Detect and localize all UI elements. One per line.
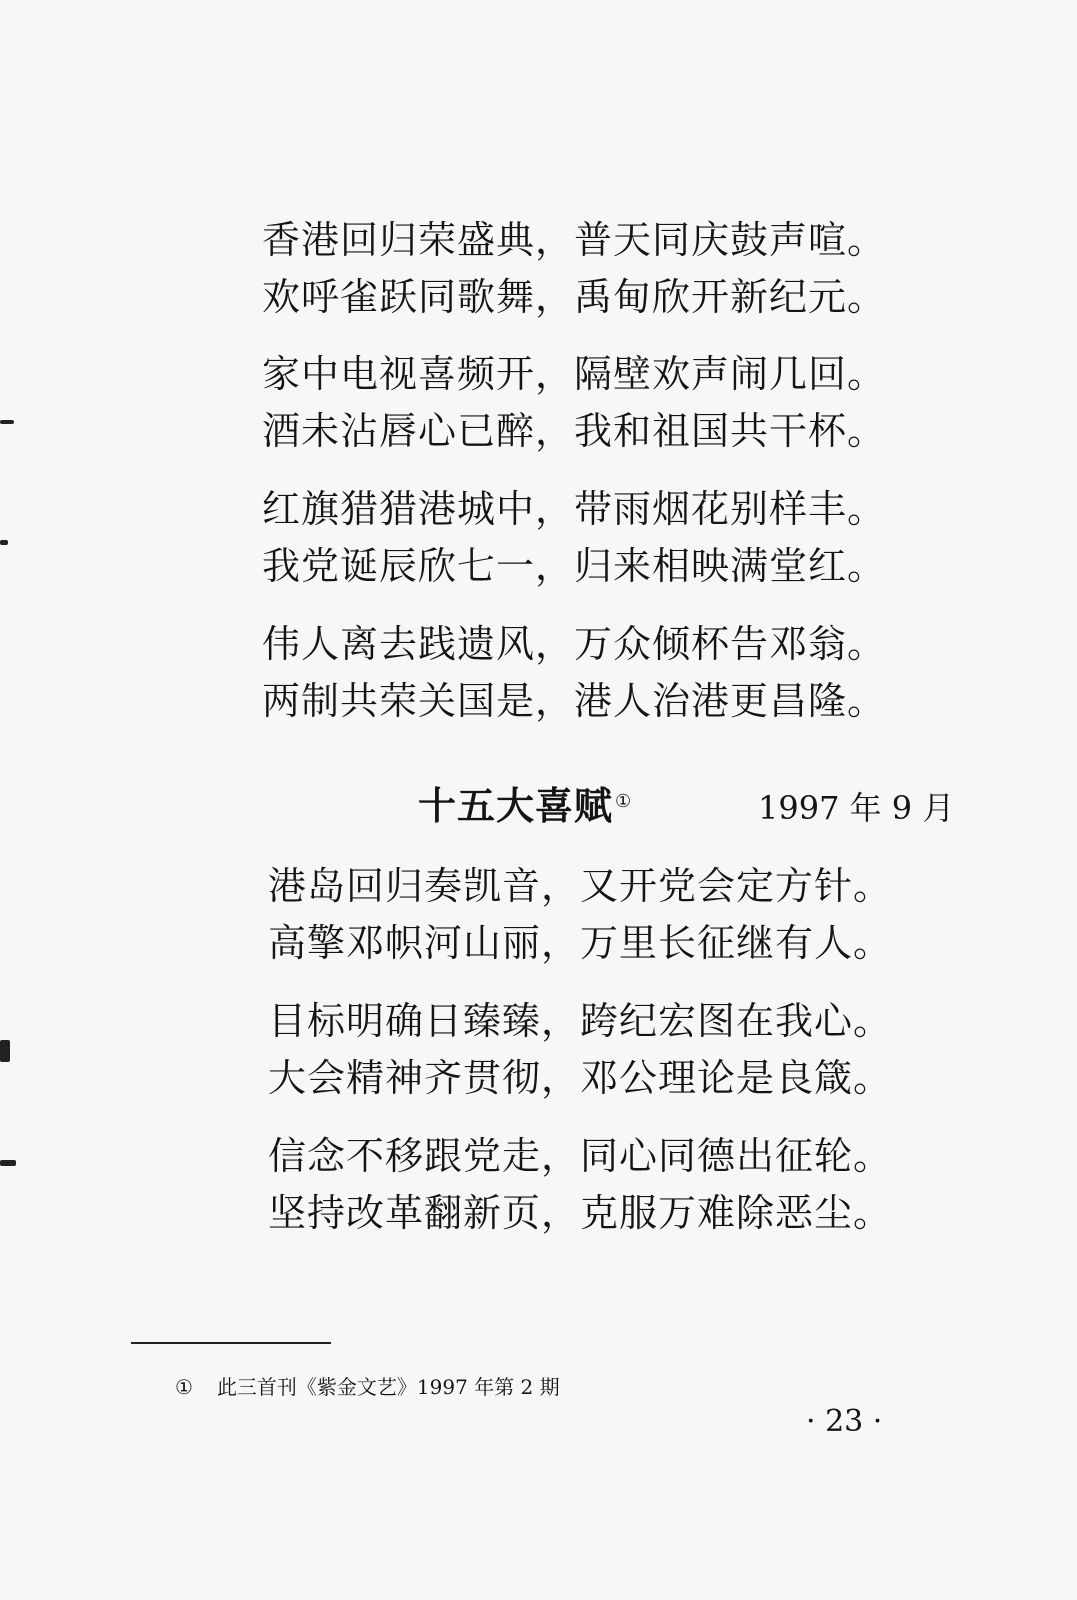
poem1-line: 香港回归荣盛典，普天同庆鼓声喧。 bbox=[262, 218, 887, 262]
poem1-line: 红旗猎猎港城中，带雨烟花别样丰。 bbox=[262, 487, 887, 531]
poem2-line: 目标明确日臻臻，跨纪宏图在我心。 bbox=[268, 999, 893, 1043]
poem2-line: 大会精神齐贯彻，邓公理论是良箴。 bbox=[268, 1056, 893, 1100]
poem2-line: 高擎邓帜河山丽，万里长征继有人。 bbox=[268, 921, 893, 965]
footnote bbox=[175, 1372, 560, 1402]
binding-mark bbox=[0, 1040, 10, 1062]
poem2-line: 信念不移跟党走，同心同德出征轮。 bbox=[268, 1134, 893, 1178]
page-number: · 23 · bbox=[806, 1404, 883, 1439]
poem2-line: 港岛回归奏凯音，又开党会定方针。 bbox=[268, 864, 893, 908]
poem2-line: 坚持改革翻新页，克服万难除恶尘。 bbox=[268, 1191, 893, 1235]
footnote-divider bbox=[131, 1342, 331, 1344]
poem2-date: 1997 年 9 月 bbox=[758, 789, 955, 827]
footnote-mark: ① bbox=[175, 1375, 193, 1399]
binding-mark bbox=[0, 420, 14, 424]
footnote-reference-mark: ① bbox=[615, 791, 633, 812]
poem1-line: 我党诞辰欣七一，归来相映满堂红。 bbox=[262, 544, 887, 588]
poem2-title bbox=[418, 782, 632, 830]
binding-mark bbox=[0, 1160, 16, 1166]
poem1-line: 伟人离去践遗风，万众倾杯告邓翁。 bbox=[262, 622, 887, 666]
poem1-line: 欢呼雀跃同歌舞，禹甸欣开新纪元。 bbox=[262, 275, 887, 319]
binding-mark bbox=[0, 540, 8, 545]
footnote-text: 此三首刊《紫金文艺》1997 年第 2 期 bbox=[216, 1375, 560, 1399]
poem2-title-text: 十五大喜赋 bbox=[418, 784, 614, 828]
poem1-line: 家中电视喜频开，隔壁欢声闹几回。 bbox=[262, 352, 887, 396]
poem1-line: 两制共荣关国是，港人治港更昌隆。 bbox=[262, 679, 887, 723]
poem1-line: 酒未沾唇心已醉，我和祖国共干杯。 bbox=[262, 409, 887, 453]
